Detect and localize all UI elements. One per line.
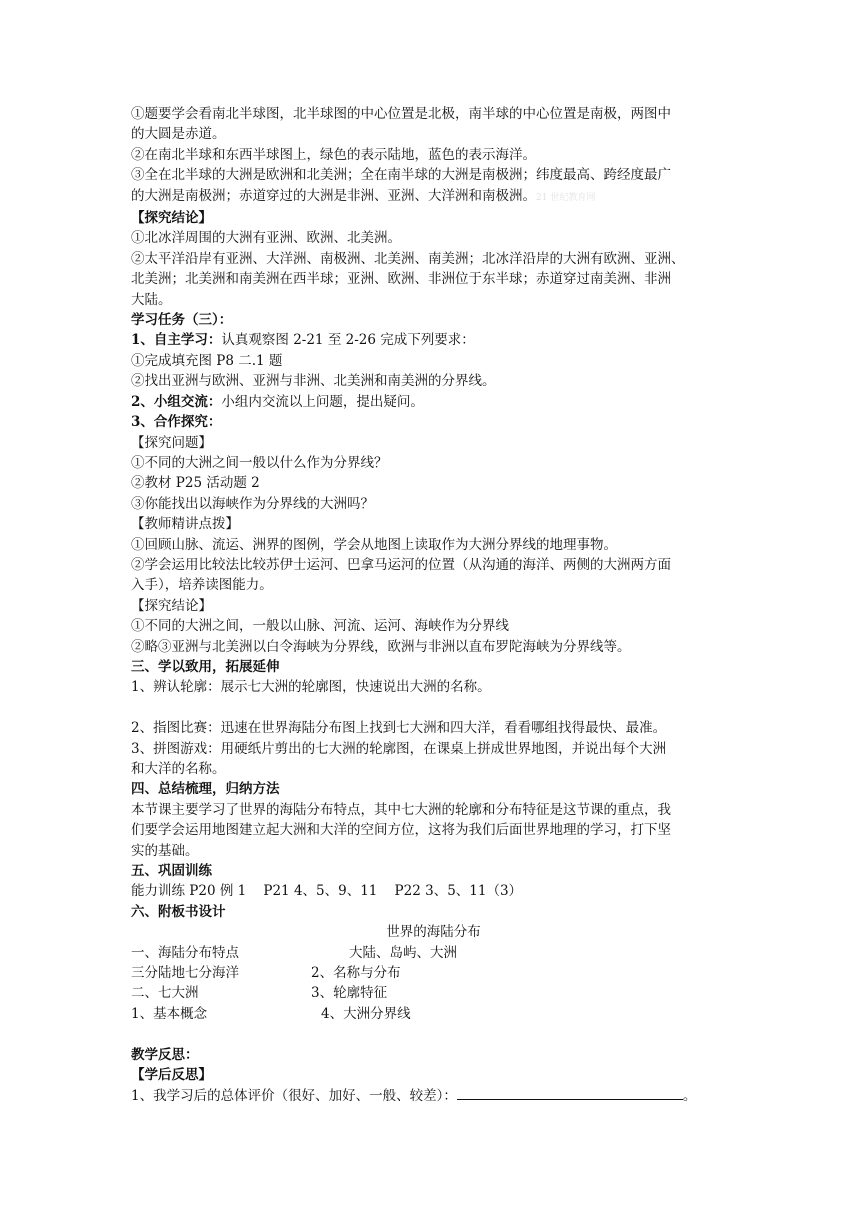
text-line: ②太平洋沿岸有亚洲、大洋洲、南极洲、北美洲、南美洲；北冰洋沿岸的大洲有欧洲、亚洲、 (131, 250, 685, 267)
part-heading: 四、总结梳理，归纳方法 (131, 781, 280, 798)
text-line: 大陆。 (131, 291, 172, 308)
text-line (131, 1085, 736, 1106)
text-line: ③全在北半球的大洲是欧洲和北美洲；全在南半球的大洲是南极洲；纬度最高、跨经度最广 (131, 167, 671, 184)
text-line: 3、拼图游戏：用硬纸片剪出的七大洲的轮廓图，在课桌上拼成世界地图，并说出每个大洲 (131, 740, 667, 757)
text-line: ①北冰洋周围的大洲有亚洲、欧洲、北美洲。 (131, 230, 401, 247)
text-line: ②找出亚洲与欧洲、亚洲与非洲、北美洲和南美洲的分界线。 (131, 373, 496, 390)
board-title: 世界的海陆分布 (386, 924, 481, 941)
text-line (131, 186, 736, 208)
step-text: 小组内交流以上问题，提出疑问。 (221, 393, 424, 410)
text-line: ①题要学会看南北半球图，北半球图的中心位置是北极，南半球的中心位置是南极，两图中 (131, 106, 671, 122)
blank-line (131, 698, 736, 718)
blank-line (131, 1024, 736, 1044)
document-body (131, 104, 736, 1107)
text-line: 本节课主要学习了世界的海陆分布特点，其中七大洲的轮廓和分布特征是这节课的重点，我 (131, 801, 671, 818)
board-cell: 1、基本概念 (131, 1005, 208, 1022)
step-label: 3、合作探究： (131, 414, 222, 431)
text-line: 1、辨认轮廓：展示七大洲的轮廓图，快速说出大洲的名称。 (131, 679, 491, 696)
section-heading: 【探究结论】 (131, 210, 212, 227)
text-line: ②略③亚洲与北美洲以白令海峡为分界线，欧洲与非洲以直布罗陀海峡为分界线等。 (131, 638, 631, 655)
text-line (131, 330, 736, 350)
section-heading: 【学后反思】 (131, 1067, 212, 1084)
text-line: 入手），培养读图能力。 (131, 577, 273, 594)
text-line (131, 392, 736, 412)
board-cell: 三分陆地七分海洋 (131, 965, 239, 982)
text-line: 2、指图比赛：迅速在世界海陆分布图上找到七大洲和四大洋，看看哪组找得最快、最准。 (131, 720, 667, 737)
step-label: 2、小组交流： (131, 393, 222, 410)
text-line: 能力训练 P20 例 1 P21 4、5、9、11 P22 3、5、11（3） (131, 883, 523, 900)
text-line: ①不同的大洲之间，一般以山脉、河流、运河、海峡作为分界线 (131, 618, 509, 635)
board-row (131, 1004, 736, 1024)
part-heading: 三、学以致用，拓展延伸 (131, 658, 280, 675)
text-line: ①完成填充图 P8 二.1 题 (131, 352, 283, 369)
board-row (131, 983, 736, 1003)
watermark: 21 世纪教育网 (536, 192, 596, 203)
part-heading: 教学反思： (131, 1046, 199, 1063)
text-line: 和大洋的名称。 (131, 760, 226, 777)
board-cell: 一、海陆分布特点 (131, 944, 239, 961)
text-line: ②在南北半球和东西半球图上，绿色的表示陆地，蓝色的表示海洋。 (131, 146, 536, 163)
text-line: ①回顾山脉、流运、洲界的图例，学会从地图上读取作为大洲分界线的地理事物。 (131, 536, 617, 553)
evaluation-blank[interactable] (457, 1085, 683, 1100)
section-heading: 【探究结论】 (131, 597, 212, 614)
board-cell: 2、名称与分布 (311, 965, 401, 982)
text-line: ③你能找出以海峡作为分界线的大洲吗？ (131, 495, 374, 512)
board-cell: 二、七大洲 (131, 985, 199, 1002)
step-text: 认真观察图 2-21 至 2-26 完成下列要求： (221, 332, 475, 349)
part-heading: 五、巩固训练 (131, 863, 212, 880)
text-span: 的大洲是南极洲；赤道穿过的大洲是非洲、亚洲、大洋洲和南极洲。 (131, 187, 536, 204)
board-cell: 大陆、岛屿、大洲 (349, 944, 457, 961)
task-heading: 学习任务（三）： (131, 312, 233, 329)
board-cell: 4、大洲分界线 (321, 1005, 411, 1022)
text-line: 北美洲；北美洲和南美洲在西半球；亚洲、欧洲、非洲位于东半球；赤道穿过南美洲、非洲 (131, 271, 671, 288)
text-line: 们要学会运用地图建立起大洲和大洋的空间方位，这将为我们后面世界地理的学习，打下坚 (131, 822, 671, 839)
text-line: ②学会运用比较法比较苏伊士运河、巴拿马运河的位置（从沟通的海洋、两侧的大洲两方面 (131, 556, 671, 573)
text-line: ①不同的大洲之间一般以什么作为分界线？ (131, 454, 388, 471)
part-heading: 六、附板书设计 (131, 903, 226, 920)
board-cell: 3、轮廓特征 (311, 985, 388, 1002)
section-heading: 【探究问题】 (131, 434, 212, 451)
text-span: 。 (682, 1088, 697, 1105)
board-row (131, 963, 736, 983)
text-line: 实的基础。 (131, 842, 199, 859)
text-line: ②教材 P25 活动题 2 (131, 475, 260, 492)
step-label: 1、自主学习： (131, 332, 222, 349)
text-line: 的大圆是赤道。 (131, 126, 226, 143)
board-row (131, 943, 736, 963)
evaluation-prompt: 1、我学习后的总体评价（很好、加好、一般、较差）： (131, 1088, 457, 1105)
section-heading: 【教师精讲点拨】 (131, 516, 239, 533)
